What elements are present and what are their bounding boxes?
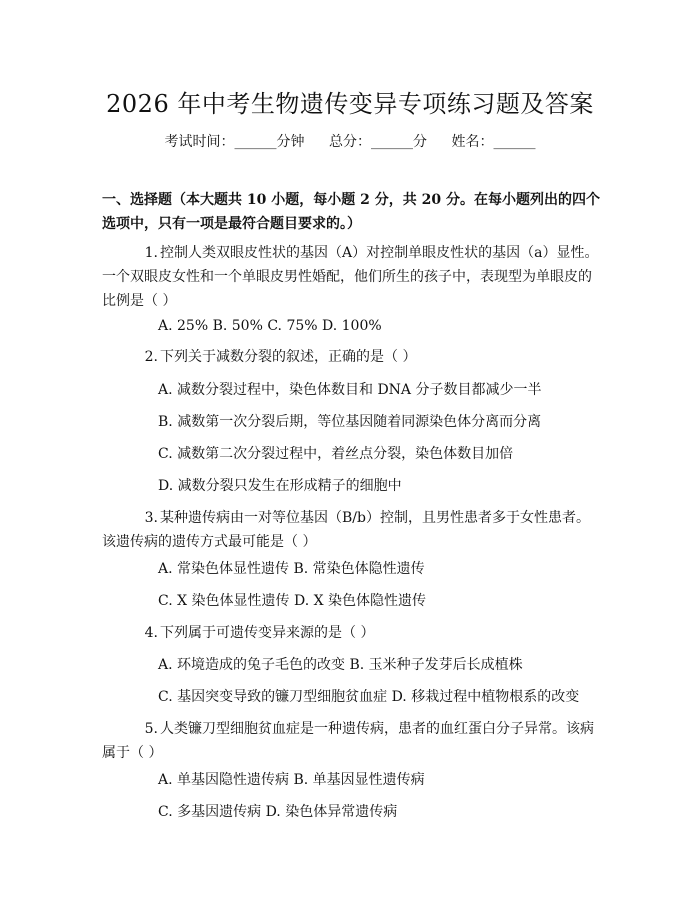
name-field: 姓名：______ (451, 134, 536, 150)
question-1-options: A. 25% B. 50% C. 75% D. 100% (158, 318, 382, 334)
question-text: 下列关于减数分裂的叙述，正确的是（ ） (160, 349, 417, 365)
question-text: 下列属于可遗传变异来源的是（ ） (160, 625, 375, 641)
question-2 (102, 345, 602, 369)
question-number: 4. (144, 625, 158, 641)
question-5 (102, 717, 602, 765)
question-4-options-cd: C. 基因突变导致的镰刀型细胞贫血症 D. 移栽过程中植物根系的改变 (158, 689, 580, 705)
question-2-option-b: B. 减数第一次分裂后期，等位基因随着同源染色体分离而分离 (158, 414, 542, 430)
question-3 (102, 506, 602, 554)
exam-info-line (0, 131, 700, 151)
question-4-options-ab: A. 环境造成的兔子毛色的改变 B. 玉米种子发芽后长成植株 (158, 657, 523, 673)
question-2-option-c: C. 减数第二次分裂过程中，着丝点分裂，染色体数目加倍 (158, 446, 514, 462)
question-text: 人类镰刀型细胞贫血症是一种遗传病，患者的血红蛋白分子异常。该病属于（ ） (102, 721, 594, 761)
question-3-options-cd: C. X 染色体显性遗传 D. X 染色体隐性遗传 (158, 593, 427, 609)
question-number: 2. (144, 349, 158, 365)
question-number: 3. (144, 510, 158, 526)
exam-time-field: 考试时间：______分钟 (164, 134, 305, 150)
question-3-options-ab: A. 常染色体显性遗传 B. 常染色体隐性遗传 (158, 561, 425, 577)
total-score-field: 总分：______分 (329, 134, 427, 150)
question-1 (102, 241, 602, 313)
question-5-options-cd: C. 多基因遗传病 D. 染色体异常遗传病 (158, 804, 398, 820)
question-2-option-d: D. 减数分裂只发生在形成精子的细胞中 (158, 478, 402, 494)
question-number: 1. (144, 245, 158, 261)
question-number: 5. (144, 721, 158, 737)
question-text: 控制人类双眼皮性状的基因（A）对控制单眼皮性状的基因（a）显性。一个双眼皮女性和一个单眼皮男性婚配，他们所生的孩子中，表现型为单眼皮的比例是（ ） (102, 245, 599, 309)
question-5-options-ab: A. 单基因隐性遗传病 B. 单基因显性遗传病 (158, 772, 425, 788)
question-text: 某种遗传病由一对等位基因（B/b）控制，且男性患者多于女性患者。该遗传病的遗传方式最可能是（ ） (102, 510, 590, 550)
question-2-option-a: A. 减数分裂过程中，染色体数目和 DNA 分子数目都减少一半 (158, 382, 542, 398)
section-heading: 一、选择题（本大题共 10 小题，每小题 2 分，共 20 分。在每小题列出的四个选项中，只有一项是最符合题目要求的。） (102, 192, 600, 232)
page-title: 2026 年中考生物遗传变异专项练习题及答案 (106, 90, 594, 118)
question-4 (102, 621, 602, 645)
